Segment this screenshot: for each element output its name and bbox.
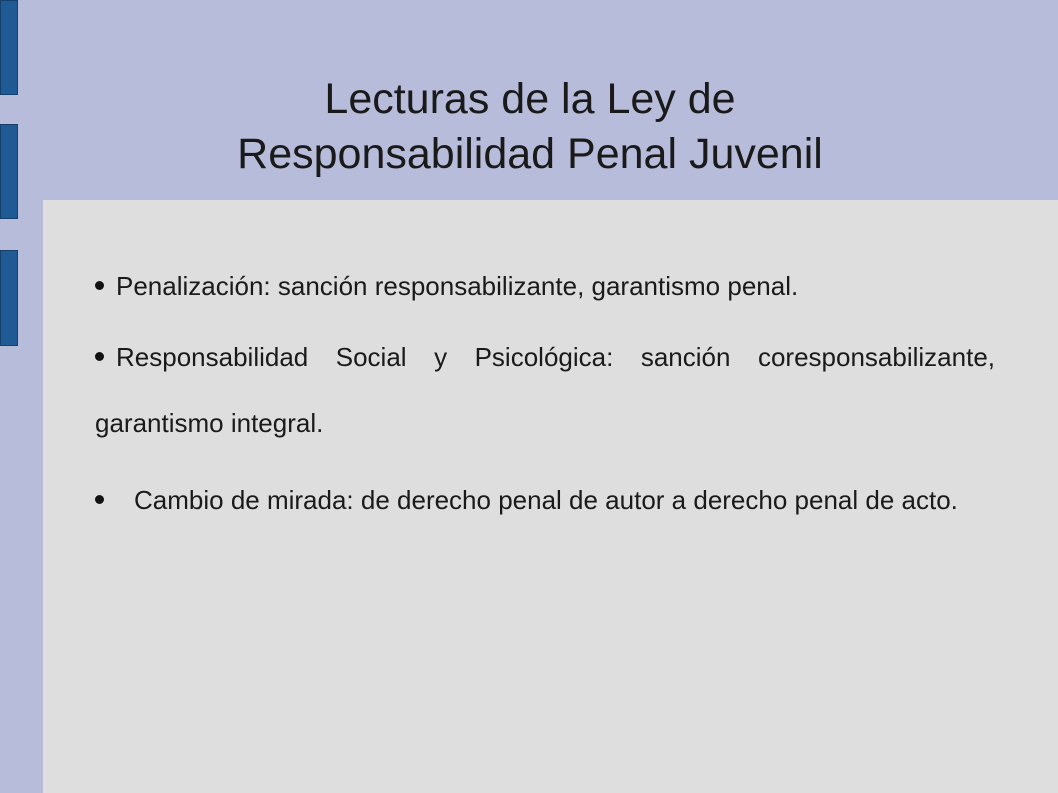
bullet-dot-icon <box>95 281 104 290</box>
title-line-2: Responsabilidad Penal Juvenil <box>237 130 823 178</box>
title-line-1: Lecturas de la Ley de <box>324 75 736 123</box>
bullet-item <box>95 266 995 306</box>
bullet-list <box>95 266 995 530</box>
bullet-item <box>95 324 995 456</box>
bullet-text: Responsabilidad Social y Psicológica: sanción coresponsabilizante, garantismo integral. <box>95 342 995 438</box>
decorative-bar <box>0 0 18 95</box>
decorative-bar <box>0 250 18 346</box>
bullet-text: Cambio de mirada: de derecho penal de autor a derecho penal de acto. <box>134 485 958 515</box>
bullet-dot-icon <box>95 495 104 504</box>
content-panel <box>43 200 1058 793</box>
slide-title <box>40 72 1020 182</box>
bullet-item <box>95 470 995 530</box>
bullet-dot-icon <box>95 352 104 361</box>
decorative-bar <box>0 124 18 219</box>
bullet-text: Penalización: sanción responsabilizante, garantismo penal. <box>116 271 799 301</box>
